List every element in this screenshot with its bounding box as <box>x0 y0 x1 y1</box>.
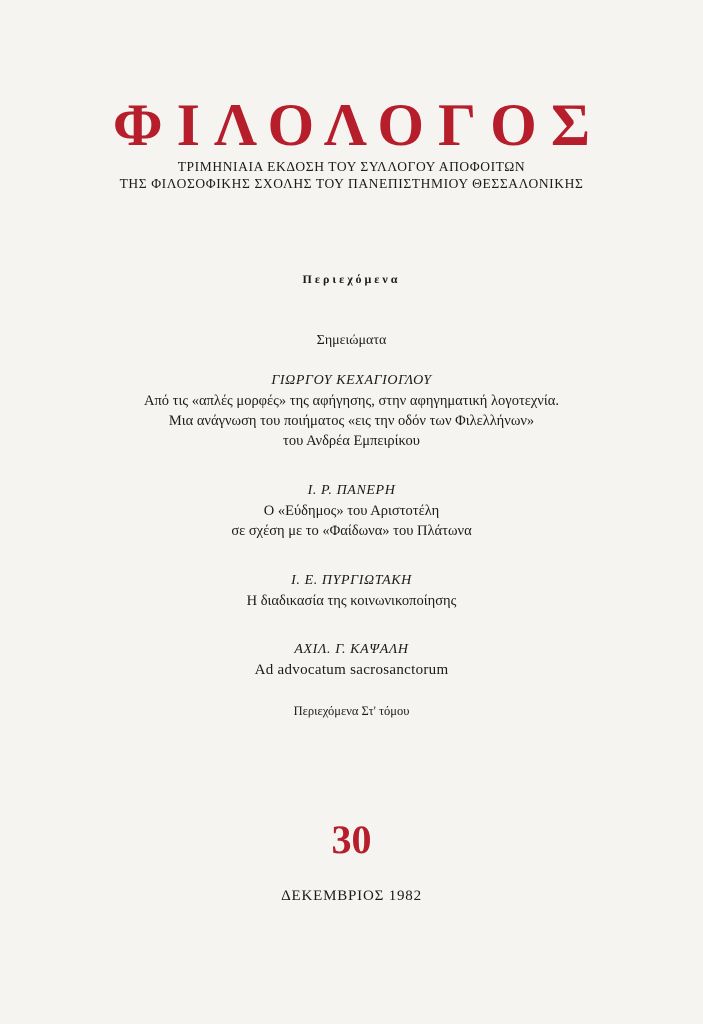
issue-date: ΔΕΚΕΜΒΡΙΟΣ 1982 <box>281 888 422 904</box>
entry-title-line: Ad advocatum sacrosanctorum <box>254 662 449 678</box>
entry-title-line: του Ανδρέα Εμπειρίκου <box>283 433 420 449</box>
masthead <box>0 92 703 192</box>
contents-entry <box>0 640 703 680</box>
contents-entry <box>0 371 703 451</box>
issue-number: 30 <box>331 817 372 862</box>
subtitle-line-2: ΤΗΣ ΦΙΛΟΣΟΦΙΚΗΣ ΣΧΟΛΗΣ ΤΟΥ ΠΑΝΕΠΙΣΤΗΜΙΟΥ ΘΕΣΣΑΛΟΝΙΚΗΣ <box>119 176 584 191</box>
entry-author: ΓΙΩΡΓΟΥ ΚΕΧΑΓΙΟΓΛΟΥ <box>271 373 432 388</box>
entry-author: ΑΧΙΛ. Γ. ΚΑΨΑΛΗ <box>294 642 409 657</box>
volume-contents-note: Περιεχόμενα Στ' τόμου <box>293 704 410 718</box>
entry-author: Ι. Ρ. ΠΑΝΕΡΗ <box>307 483 396 498</box>
entry-title-line: σε σχέση με το «Φαίδωνα» του Πλάτωνα <box>231 523 472 539</box>
contents-entry <box>0 481 703 541</box>
entry-title-line: Μια ανάγνωση του ποιήματος «εις την οδόν των Φιλελλήνων» <box>168 413 535 429</box>
contents-heading: Περιεχόμενα <box>302 272 401 286</box>
entry-author: Ι. Ε. ΠΥΡΓΙΩΤΑΚΗ <box>291 573 412 588</box>
subtitle-line-1: ΤΡΙΜΗΝΙΑΙΑ ΕΚΔΟΣΗ ΤΟΥ ΣΥΛΛΟΓΟΥ ΑΠΟΦΟΙΤΩΝ <box>177 159 526 174</box>
entry-title-line: Ο «Εύδημος» του Αριστοτέλη <box>263 503 440 519</box>
entry-title-line: Η διαδικασία της κοινωνικοποίησης <box>246 593 457 609</box>
entry-title-line: Από τις «απλές μορφές» της αφήγησης, στην αφηγηματική λογοτεχνία. <box>144 393 559 409</box>
table-of-contents <box>0 272 703 719</box>
section-heading: Σημειώματα <box>316 333 387 348</box>
contents-entry <box>0 571 703 611</box>
journal-title: ΦΙΛΟΛΟΓΟΣ <box>112 92 605 158</box>
